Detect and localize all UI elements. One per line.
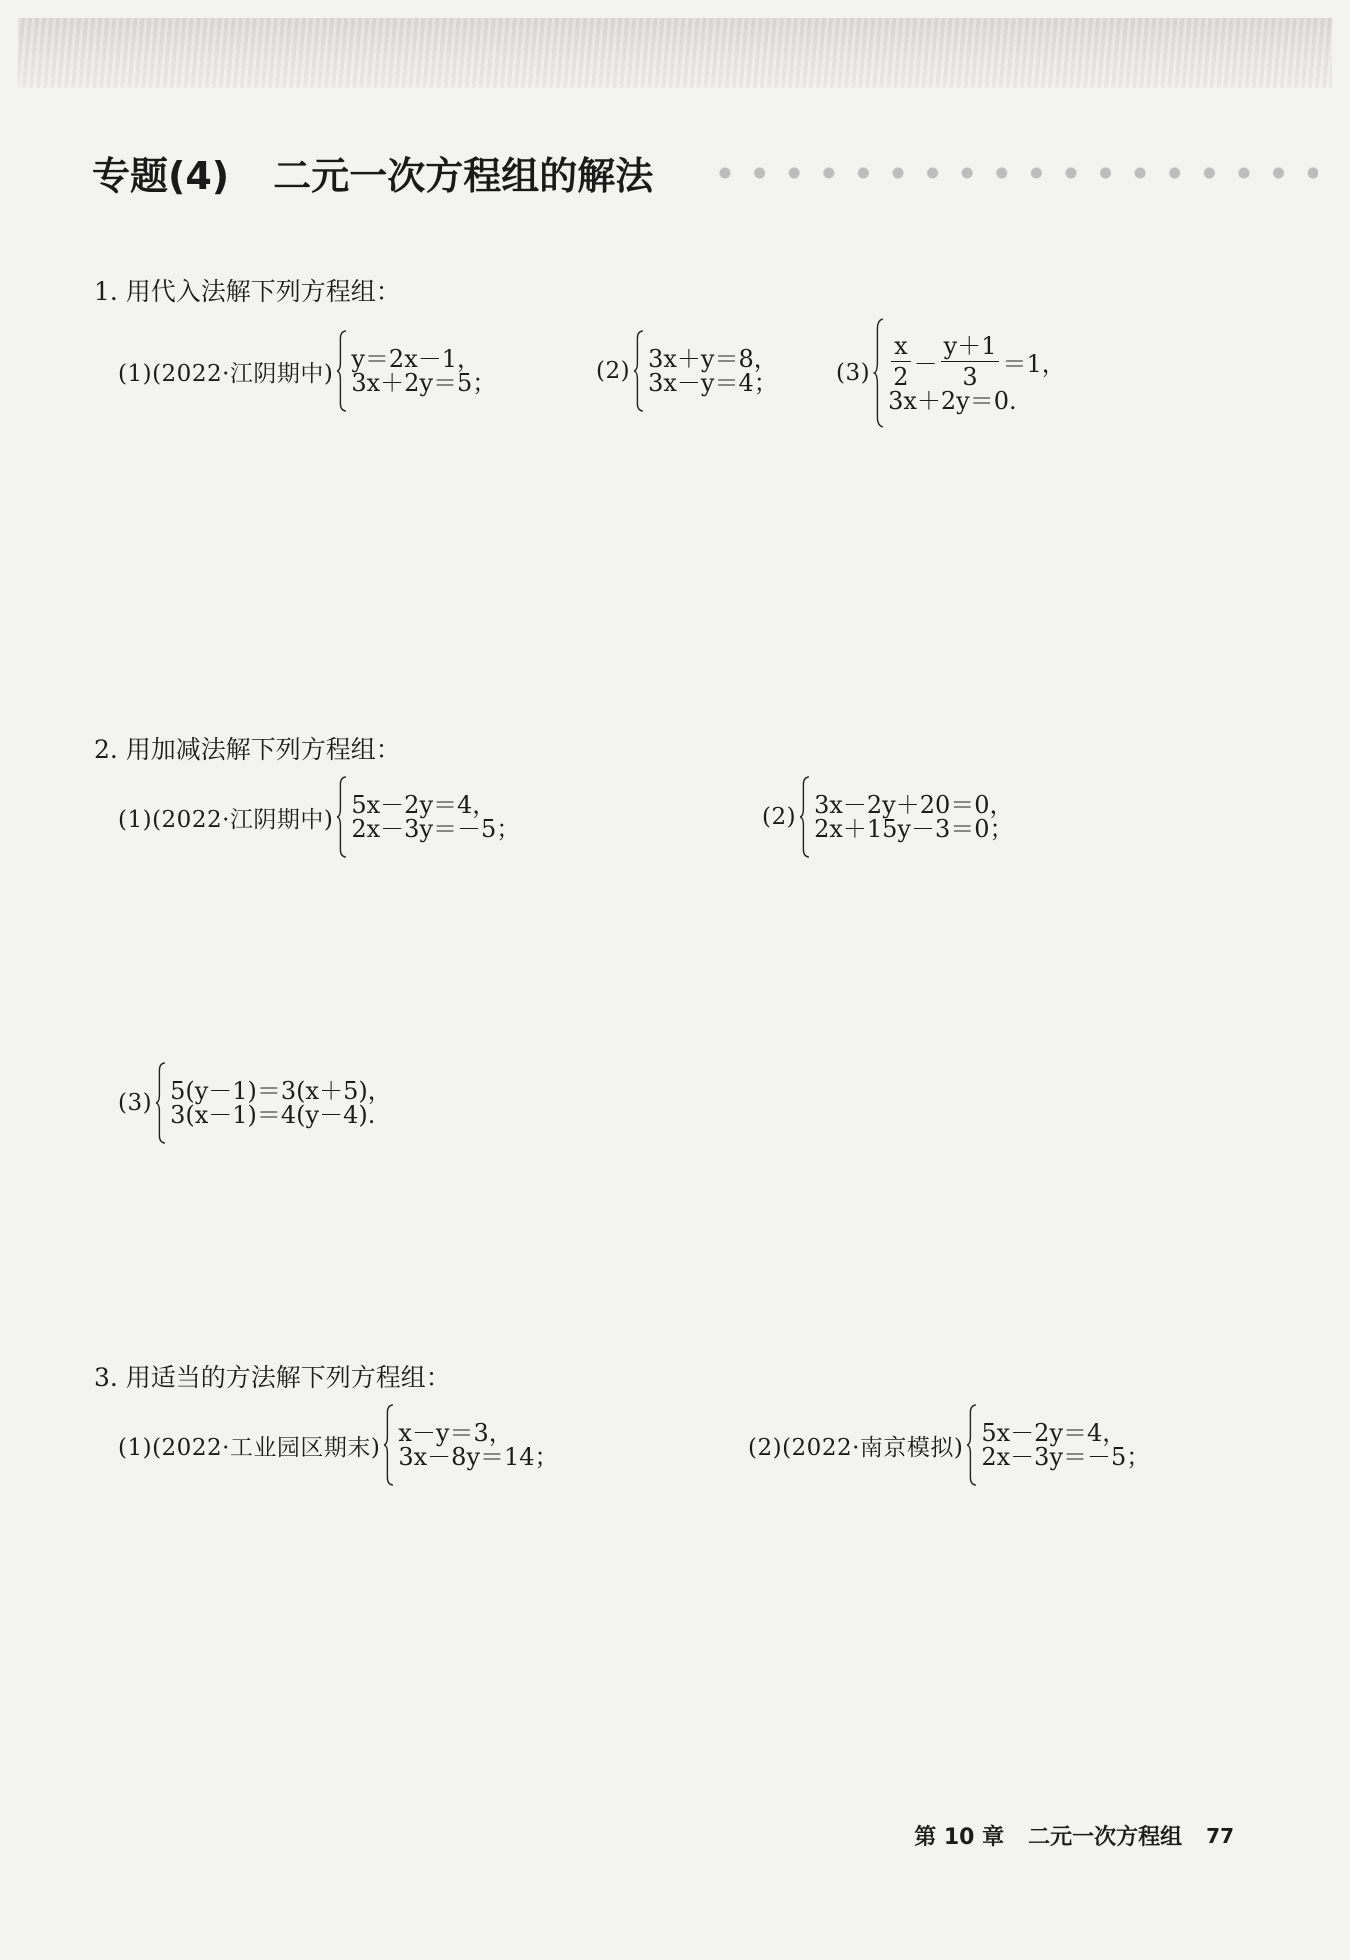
page-top-band [18, 18, 1332, 88]
left-brace [383, 1404, 394, 1486]
question-3-heading: 3. 用适当的方法解下列方程组： [94, 1363, 451, 1392]
page-footer [914, 1820, 1234, 1851]
equation: 5(y－1)＝3(x＋5)， [170, 1077, 392, 1105]
problem-label: (1)(2022·江阴期中) [118, 360, 334, 387]
problem-label: (1)(2022·江阴期中) [118, 806, 334, 833]
q1-problem-1 [118, 330, 496, 412]
fraction-equation: $\frac{x}{2}$ － $\frac{y+1}{3}$ ＝1， [888, 334, 1066, 389]
equation: 3x－2y＋20＝0， [814, 791, 1014, 819]
equation: y＝2x－1， [351, 345, 482, 373]
page-number: 77 [1206, 1823, 1234, 1848]
equation: 3x＋2y＝0. [888, 386, 1017, 415]
equation: 5x－2y＝4， [351, 791, 497, 819]
equation: 5x－2y＝4， [981, 1419, 1127, 1447]
equation: 2x－3y＝－5； [981, 1443, 1151, 1471]
problem-label: (3) [836, 360, 871, 386]
equation: 2x＋15y－3＝0； [814, 815, 1014, 843]
q2-problem-2 [762, 776, 1014, 858]
q3-problem-1 [118, 1404, 559, 1486]
left-brace [336, 776, 347, 858]
q2-problem-1 [118, 776, 520, 858]
q2-problem-3 [118, 1062, 392, 1144]
equation: 3x－y＝4； [648, 369, 778, 397]
equation: x－y＝3， [398, 1419, 513, 1447]
question-1-heading: 1. 用代入法解下列方程组： [94, 277, 401, 306]
q1-problem-3 [836, 318, 1066, 428]
left-brace [633, 330, 644, 412]
question-2-heading: 2. 用加减法解下列方程组： [94, 735, 401, 764]
left-brace [873, 318, 884, 428]
equation: 2x－3y＝－5； [351, 815, 521, 843]
q1-problem-2 [596, 330, 778, 412]
section-number: 专题(4) [92, 153, 230, 198]
left-brace [966, 1404, 977, 1486]
left-brace [799, 776, 810, 858]
q3-problem-2 [748, 1404, 1150, 1486]
decorative-dots [718, 166, 1318, 180]
problem-label: (2) [596, 358, 631, 384]
problem-label: (2) [762, 804, 797, 830]
equation: 3x＋y＝8， [648, 345, 778, 373]
problem-label: (1)(2022·工业园区期末) [118, 1434, 381, 1461]
section-title [92, 146, 653, 198]
problem-label: (3) [118, 1090, 153, 1116]
equation: 3x－8y＝14； [398, 1443, 559, 1471]
equation: 3(x－1)＝4(y－4). [170, 1101, 376, 1129]
section-heading: 二元一次方程组的解法 [273, 153, 654, 198]
fraction: $\frac{x}{2}$ [891, 334, 911, 389]
fraction: $\frac{y+1}{3}$ [941, 334, 1000, 389]
chapter-title: 二元一次方程组 [1028, 1825, 1183, 1850]
left-brace [155, 1062, 166, 1144]
chapter-number: 第 10 章 [914, 1825, 1005, 1850]
left-brace [336, 330, 347, 412]
problem-label: (2)(2022·南京模拟) [748, 1434, 964, 1461]
equation: 3x＋2y＝5； [351, 369, 497, 397]
